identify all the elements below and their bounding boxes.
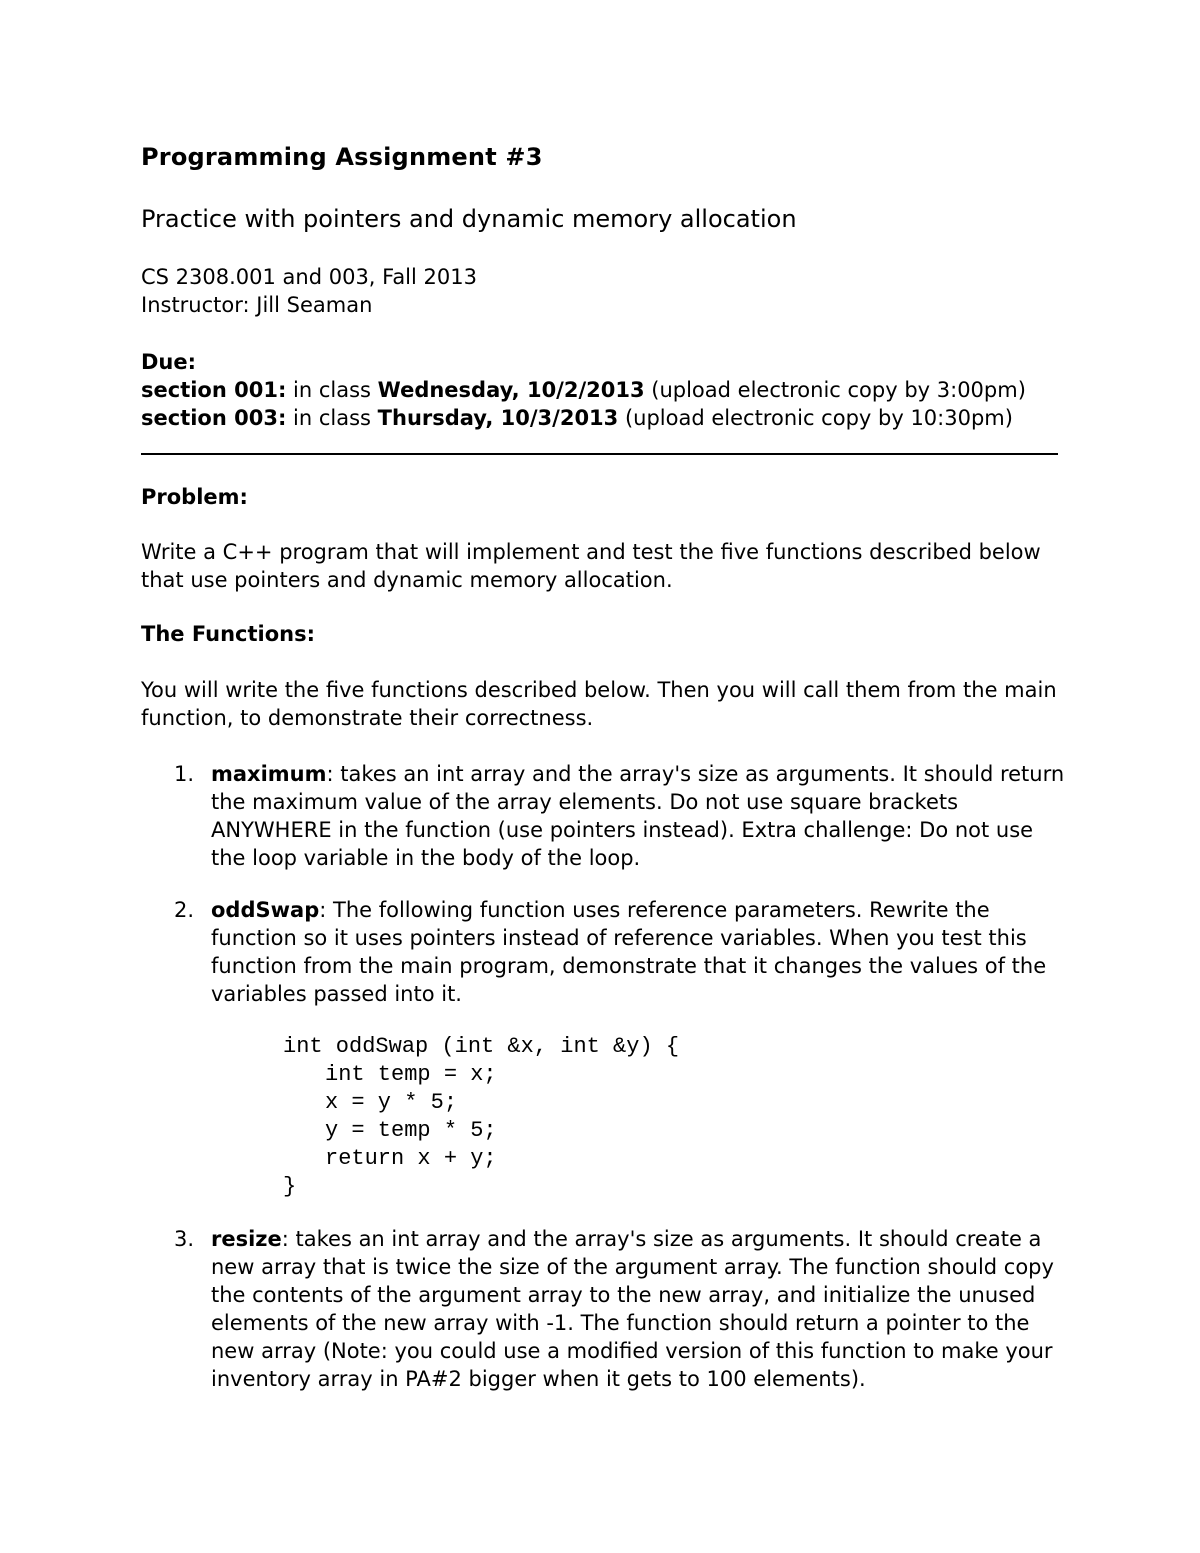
code-line: y = temp * 5; bbox=[325, 1118, 497, 1143]
list-item-body bbox=[211, 896, 1071, 1008]
problem-heading: Problem: bbox=[141, 485, 248, 509]
list-number: 2. bbox=[174, 898, 195, 922]
due-line-section-003 bbox=[141, 404, 1026, 432]
due-label: Due: bbox=[141, 350, 197, 374]
course-info: CS 2308.001 and 003, Fall 2013 bbox=[141, 265, 477, 289]
list-item-body bbox=[211, 760, 1071, 872]
functions-heading: The Functions: bbox=[141, 622, 315, 646]
function-description: : takes an int array and the array's size as arguments. It should create a new array that is twice the size of the argument array. The function should copy the contents of the argument array to the new array, and initialize the unused elements of the new array with -1. The function should return a pointer to the new array (Note: you could use a modified version of this function to make your inventory array in PA#2 bigger when it gets to 100 elements). bbox=[211, 1227, 1054, 1391]
problem-text: Write a C++ program that will implement and test the five functions described below that use pointers and dynamic memory allocation. bbox=[141, 540, 1041, 592]
code-line: return x + y; bbox=[325, 1146, 497, 1171]
function-description: : takes an int array and the array's size as arguments. It should return the maximum value of the array elements. Do not use square brackets ANYWHERE in the function (use pointers instead). Extra challenge: Do not use the loop variable in the body of the loop. bbox=[211, 762, 1065, 870]
due-text: in class bbox=[286, 406, 378, 430]
function-name: resize bbox=[211, 1227, 282, 1251]
upload-note: (upload electronic copy by 10:30pm) bbox=[618, 406, 1013, 430]
due-date: Thursday, 10/3/2013 bbox=[377, 406, 619, 430]
due-date: Wednesday, 10/2/2013 bbox=[377, 378, 645, 402]
due-line-section-001 bbox=[141, 376, 1026, 404]
code-line: int temp = x; bbox=[325, 1062, 497, 1087]
due-text: in class bbox=[286, 378, 378, 402]
code-line: int oddSwap (int &x, int &y) { bbox=[283, 1034, 680, 1059]
list-item-body bbox=[211, 1225, 1071, 1393]
list-number: 1. bbox=[174, 762, 195, 786]
section-label: section 003: bbox=[141, 406, 287, 430]
assignment-title: Programming Assignment #3 bbox=[141, 143, 543, 171]
functions-intro: You will write the five functions described below. Then you will call them from the main function, to demonstrate their correctness. bbox=[141, 678, 1057, 730]
instructor-info: Instructor: Jill Seaman bbox=[141, 293, 373, 317]
function-name: maximum bbox=[211, 762, 327, 786]
upload-note: (upload electronic copy by 3:00pm) bbox=[644, 378, 1026, 402]
list-number: 3. bbox=[174, 1227, 195, 1251]
assignment-subtitle: Practice with pointers and dynamic memory allocation bbox=[141, 205, 797, 233]
horizontal-divider bbox=[141, 453, 1058, 455]
function-name: oddSwap bbox=[211, 898, 320, 922]
code-line: x = y * 5; bbox=[325, 1090, 458, 1115]
due-section bbox=[141, 348, 1026, 432]
code-block bbox=[283, 1033, 679, 1201]
function-description: : The following function uses reference parameters. Rewrite the function so it uses pointers instead of reference variables. When you test this function from the main program, demonstrate that it changes the values of the variables passed into it. bbox=[211, 898, 1047, 1006]
code-line: } bbox=[283, 1174, 297, 1199]
section-label: section 001: bbox=[141, 378, 287, 402]
